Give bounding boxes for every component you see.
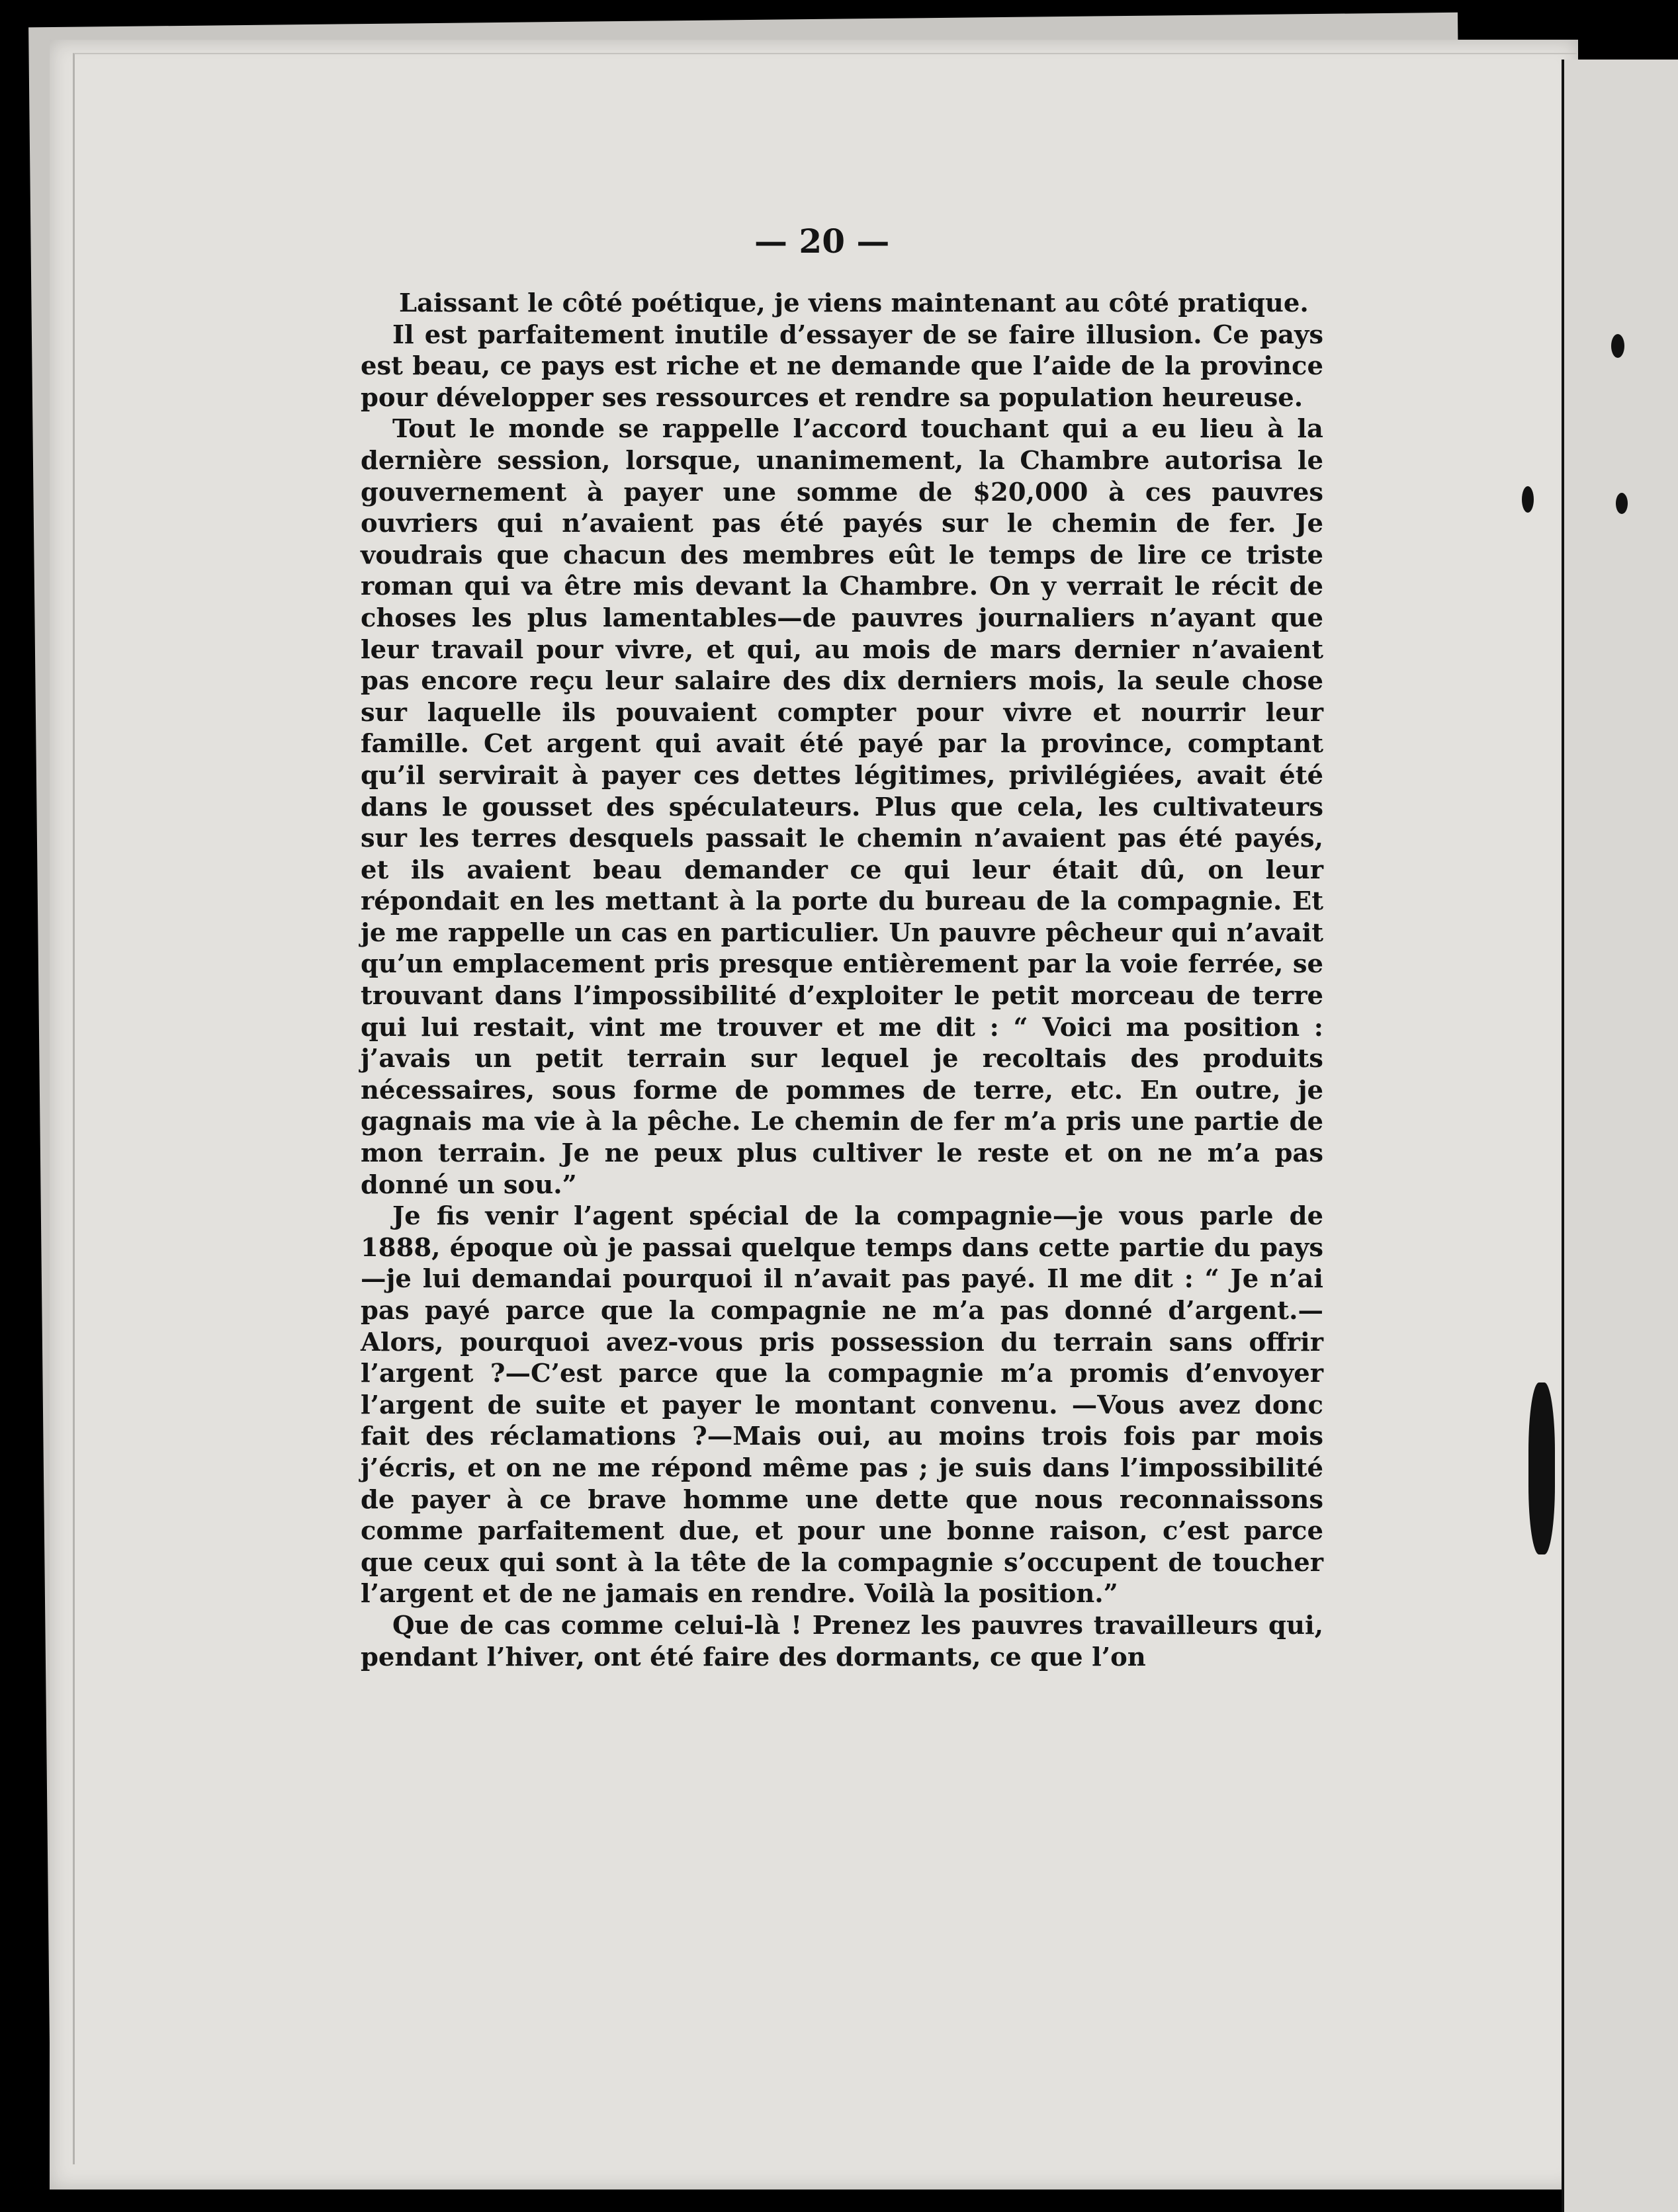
paragraph: Il est parfaitement inutile d’essayer de se faire illusion. Ce pays est beau, ce pays est riche et ne demande que l’aide de la province pour développer ses ressources et rendre sa population heureuse.: [361, 319, 1323, 413]
binding-hole: [1616, 493, 1628, 514]
paragraph: Laissant le côté poétique, je viens maintenant au côté pratique.: [399, 288, 1309, 318]
page-number: — 20 —: [754, 222, 890, 261]
paragraph: Tout le monde se rappelle l’accord touchant qui a eu lieu à la dernière session, lorsque, unanimement, la Chambre autorisa le gouvernement à payer une somme de $20,000 à ces pauvres ouvriers qui n’avaient pas été payés sur le chemin de fer. Je voudrais que chacun des membres eût le temps de lire ce triste roman qui va être mis devant la Chambre. On y verrait le récit de choses les plus lamentables—de pauvres journaliers n’ayant que leur travail pour vivre, et qui, au mois de mars dernier n’avaient pas encore reçu leur salaire des dix derniers mois, la seule chose sur laquelle ils pouvaient compter pour vivre et nourrir leur famille. Cet argent qui avait été payé par la province, comptant qu’il servirait à payer ces dettes légitimes, privilégiées, avait été dans le gousset des spéculateurs. Plus que cela, les cultivateurs sur les terres desquels passait le chemin n’avaient pas été payés, et ils avaient beau demander ce qui leur était dû, on leur répondait en les mettant à la porte du bureau de la compagnie. Et je me rappelle un cas en particulier. Un pauvre pêcheur qui n’avait qu’un emplacement pris presque entièrement par la voie ferrée, se trouvant dans l’impossibilité d’exploiter le petit morceau de terre qui lui restait, vint me trouver et me dit : “ Voici ma position : j’avais un petit terrain sur lequel je recoltais des produits nécessaires, sous forme de pommes de terre, etc. En outre, je gagnais ma vie à la pêche. Le chemin de fer m’a pris une partie de mon terrain. Je ne peux plus cultiver le reste et on ne m’a pas donné un sou.”: [361, 414, 1323, 1200]
paragraph: Je fis venir l’agent spécial de la compagnie—je vous parle de 1888, époque où je passai quelque temps dans cette partie du pays—je lui demandai pourquoi il n’avait pas payé. Il me dit : “ Je n’ai pas payé parce que la compagnie ne m’a pas donné d’argent.—Alors, pourquoi avez-vous pris possession du terrain sans offrir l’argent ?—C’est parce que la compagnie m’a promis d’envoyer l’argent de suite et payer le montant convenu. —Vous avez donc fait des réclamations ?—Mais oui, au moins trois fois par mois j’écris, et on ne me répond même pas ; je suis dans l’impossibilité de payer à ce brave homme une dette que nous reconnaissons comme parfaitement due, et pour une bonne raison, c’est parce que ceux qui sont à la tête de la compagnie s’occupent de toucher l’argent et de ne jamais en rendre. Voilà la position.”: [361, 1201, 1323, 1609]
binding-hole: [1611, 334, 1624, 358]
body-text: [361, 288, 1323, 1849]
binding-hole: [1522, 486, 1534, 513]
binding-hole: [1528, 1382, 1555, 1554]
paragraph: Que de cas comme celui-là ! Prenez les pauvres travailleurs qui, pendant l’hiver, ont été faire des dormants, ce que l’on: [361, 1610, 1323, 1672]
facing-page-edge: [1562, 60, 1678, 2212]
